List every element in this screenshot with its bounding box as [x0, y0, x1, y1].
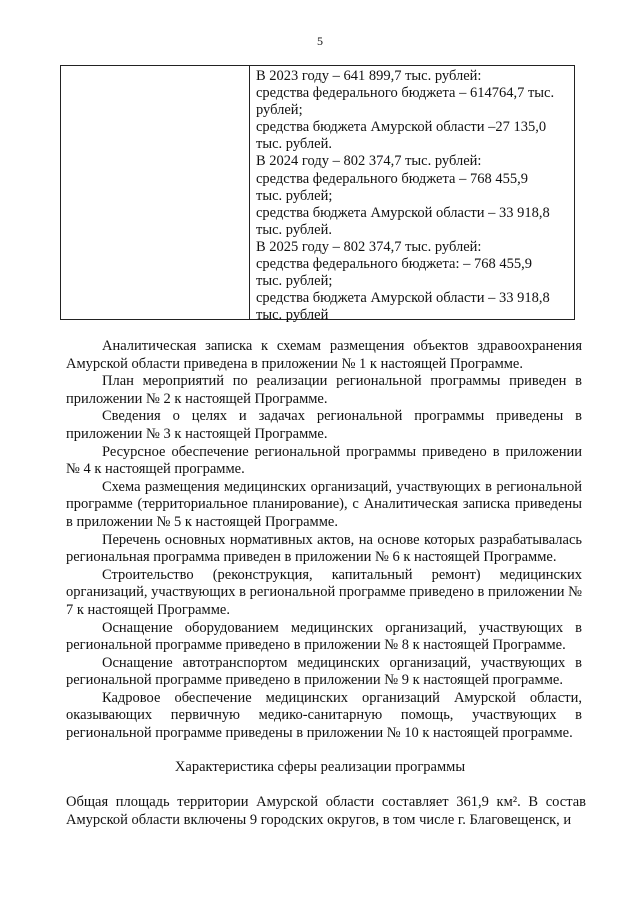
paragraph-appendix-1: Аналитическая записка к схемам размещения объектов здравоохранения Амурской области приведена в приложении № 1 к настоящей Программе.	[66, 338, 582, 372]
funding-line: средства бюджета Амурской области –27 135,0	[256, 119, 547, 136]
funding-line: рублей;	[256, 102, 303, 119]
funding-table	[60, 65, 575, 324]
paragraph-appendix-7: Строительство (реконструкция, капитальный ремонт) медицинских организаций, участвующих в региональной программе приведено в приложении № 7 к настоящей Программе.	[66, 566, 582, 618]
paragraph-appendix-8: Оснащение оборудованием медицинских организаций, участвующих в региональной программе приведено в приложении № 8 к настоящей Программе.	[66, 619, 582, 654]
funding-line: средства бюджета Амурской области – 33 918,8	[256, 204, 550, 221]
final-text	[66, 793, 586, 829]
paragraph-appendix-4: Ресурсное обеспечение региональной программы приведено в приложении № 4 к настоящей программе.	[66, 443, 582, 478]
funding-line: тыс. рублей.	[256, 221, 332, 238]
table-right-cell	[250, 66, 574, 324]
funding-line: тыс. рублей	[256, 307, 329, 324]
funding-line: В 2025 году – 802 374,7 тыс. рублей:	[256, 238, 482, 255]
paragraph-territory: Общая площадь территории Амурской области составляет 361,9 км². В состав Амурской области включены 9 городских округов, в том числе г. Благовещенск, и	[66, 794, 586, 828]
funding-line: средства бюджета Амурской области – 33 918,8	[256, 290, 550, 307]
funding-line: средства федерального бюджета – 614764,7 тыс.	[256, 85, 555, 102]
paragraph-appendix-5: Схема размещения медицинских организаций, участвующих в региональной программе (территориальное планирование), с Аналитическая записка приведены в приложении № 5 к настоящей Программе.	[66, 478, 582, 530]
section-heading: Характеристика сферы реализации программы	[174, 759, 466, 775]
page-number: 5	[317, 34, 323, 48]
funding-line: тыс. рублей;	[256, 187, 333, 204]
paragraph-appendix-9: Оснащение автотранспортом медицинских организаций, участвующих в региональной программе приведено в приложении № 9 к настоящей программе.	[66, 654, 582, 689]
body-text	[66, 338, 582, 743]
funding-line: тыс. рублей.	[256, 136, 332, 153]
funding-line: В 2024 году – 802 374,7 тыс. рублей:	[256, 153, 482, 170]
funding-line: средства федерального бюджета: – 768 455,9	[256, 256, 532, 273]
paragraph-appendix-2: План мероприятий по реализации региональной программы приведен в приложении № 2 к настоящей Программе.	[66, 373, 582, 407]
paragraph-appendix-3: Сведения о целях и задачах региональной программы приведены в приложении № 3 к настоящей Программе.	[66, 408, 582, 442]
funding-line: В 2023 году – 641 899,7 тыс. рублей:	[256, 68, 482, 84]
table-left-cell	[61, 66, 250, 319]
paragraph-appendix-6: Перечень основных нормативных актов, на основе которых разрабатывалась региональная программа приведен в приложении № 6 к настоящей Программе.	[66, 531, 582, 566]
paragraph-appendix-10: Кадровое обеспечение медицинских организаций Амурской области, оказывающих первичную медико-санитарную помощь, участвующих в региональной программе приведены в приложении № 10 к настоящей программе.	[66, 689, 582, 742]
funding-line: тыс. рублей;	[256, 273, 333, 290]
funding-line: средства федерального бюджета – 768 455,9	[256, 170, 528, 187]
